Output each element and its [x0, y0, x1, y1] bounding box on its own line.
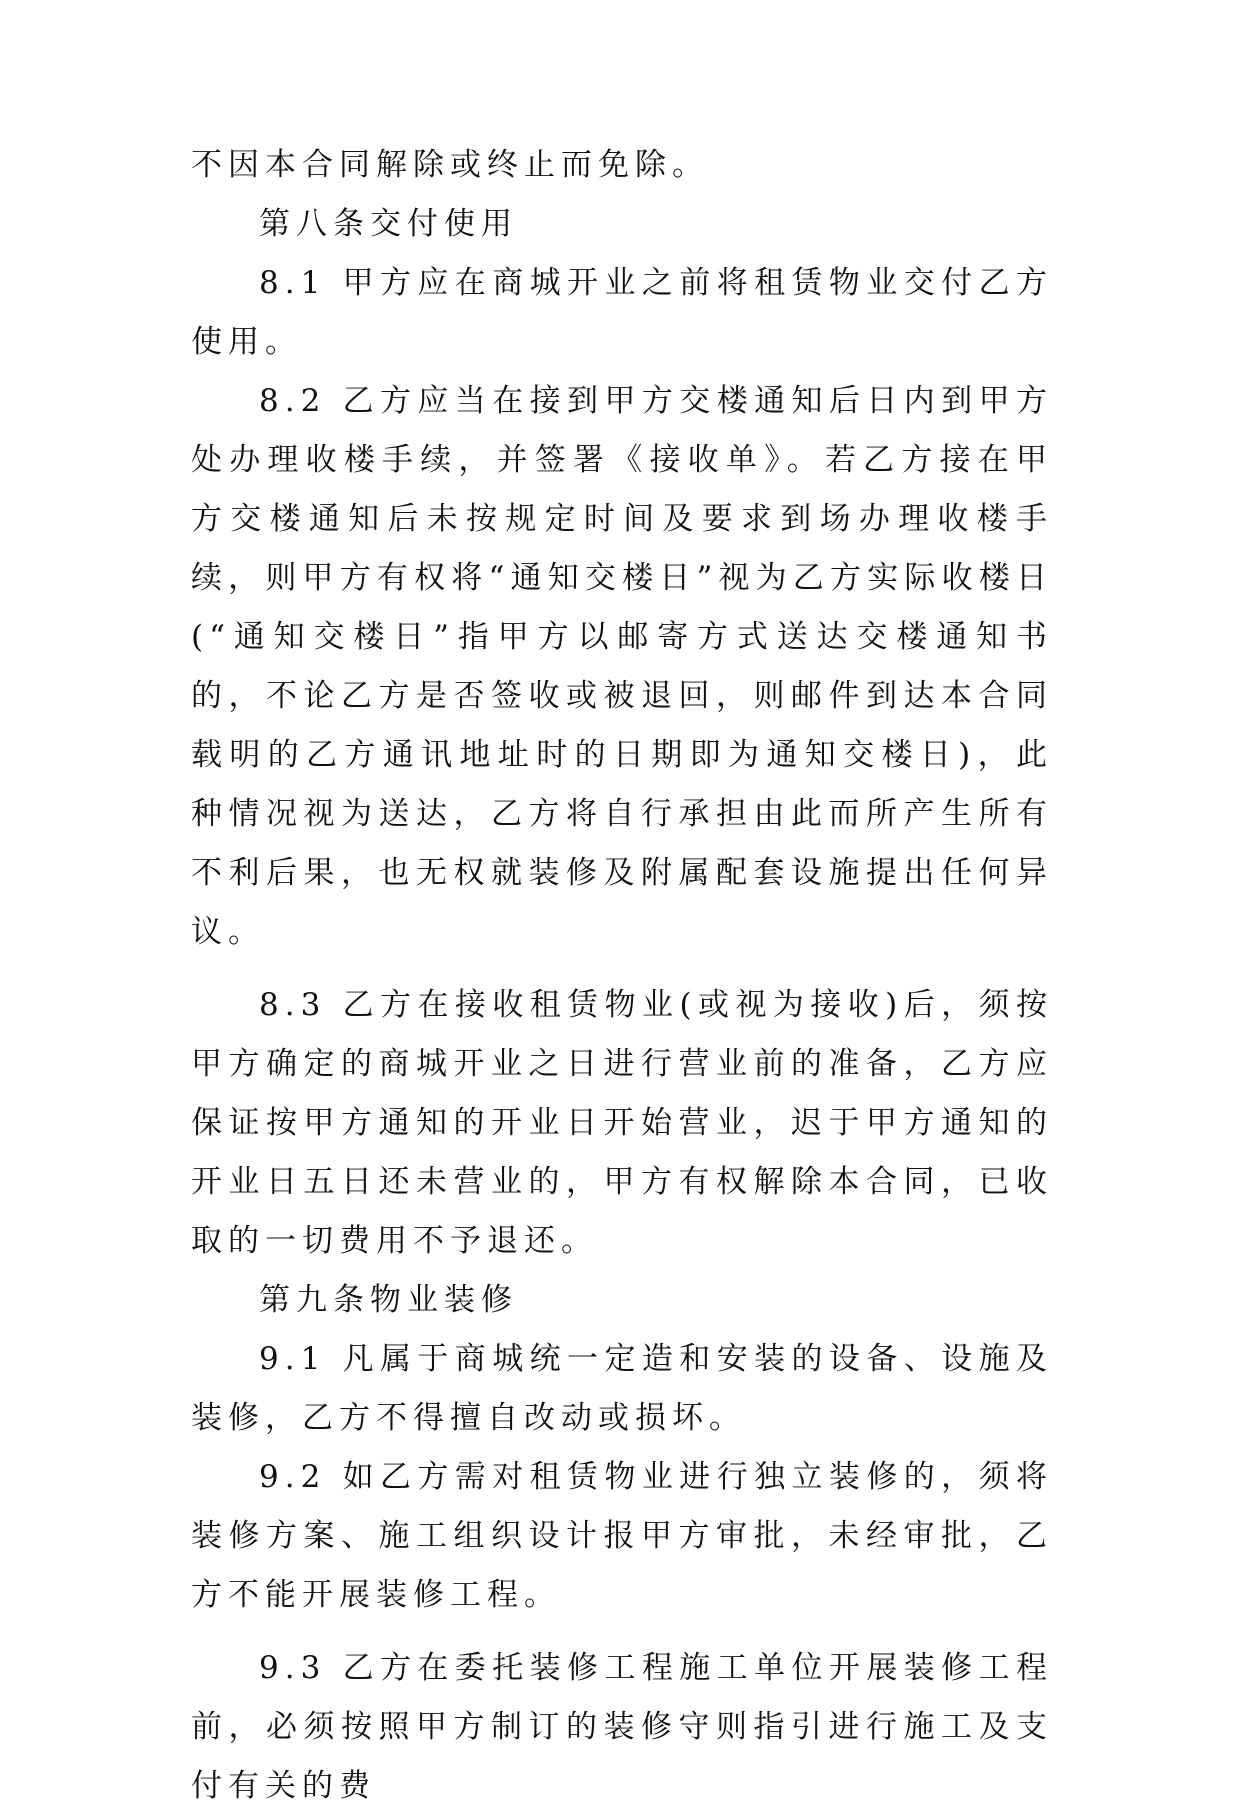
clause-9-1: 9.1 凡属于商城统一定造和安装的设备、设施及装修，乙方不得擅自改动或损坏。: [191, 1341, 1053, 1436]
article-9-heading: 第九条物业装修: [259, 1282, 518, 1318]
document-page: [191, 136, 1053, 1816]
clause-8-3: 8.3 乙方在接收租赁物业(或视为接收)后，须按甲方确定的商城开业之日进行营业前的准备，乙方应保证按甲方通知的开业日开始营业，迟于甲方通知的开业日五日还未营业的，甲方有权解除本合同，已收取的一切费用不予退还。: [191, 987, 1053, 1259]
clause-8-1: 8.1 甲方应在商城开业之前将租赁物业交付乙方使用。: [191, 265, 1053, 360]
clause-9-3: 9.3 乙方在委托装修工程施工单位开展装修工程前，必须按照甲方制订的装修守则指引进行施工及支付有关的费: [191, 1650, 1053, 1804]
clause-9-2: 9.2 如乙方需对租赁物业进行独立装修的，须将装修方案、施工组织设计报甲方审批，未经审批，乙方不能开展装修工程。: [191, 1459, 1053, 1613]
clause-8-2: 8.2 乙方应当在接到甲方交楼通知后日内到甲方处办理收楼手续，并签署《接收单》。若乙方接在甲方交楼通知后未按规定时间及要求到场办理收楼手续，则甲方有权将“通知交楼日”视为乙方实际收楼日(“通知交楼日”指甲方以邮寄方式送达交楼通知书的，不论乙方是否签收或被退回，则邮件到达本合同载明的乙方通讯地址时的日期即为通知交楼日)，此种情况视为送达，乙方将自行承担由此而所产生所有不利后果，也无权就装修及附属配套设施提出任何异议。: [191, 383, 1053, 950]
article-8-heading: 第八条交付使用: [259, 206, 518, 242]
paragraph-continuation: 不因本合同解除或终止而免除。: [191, 147, 709, 183]
